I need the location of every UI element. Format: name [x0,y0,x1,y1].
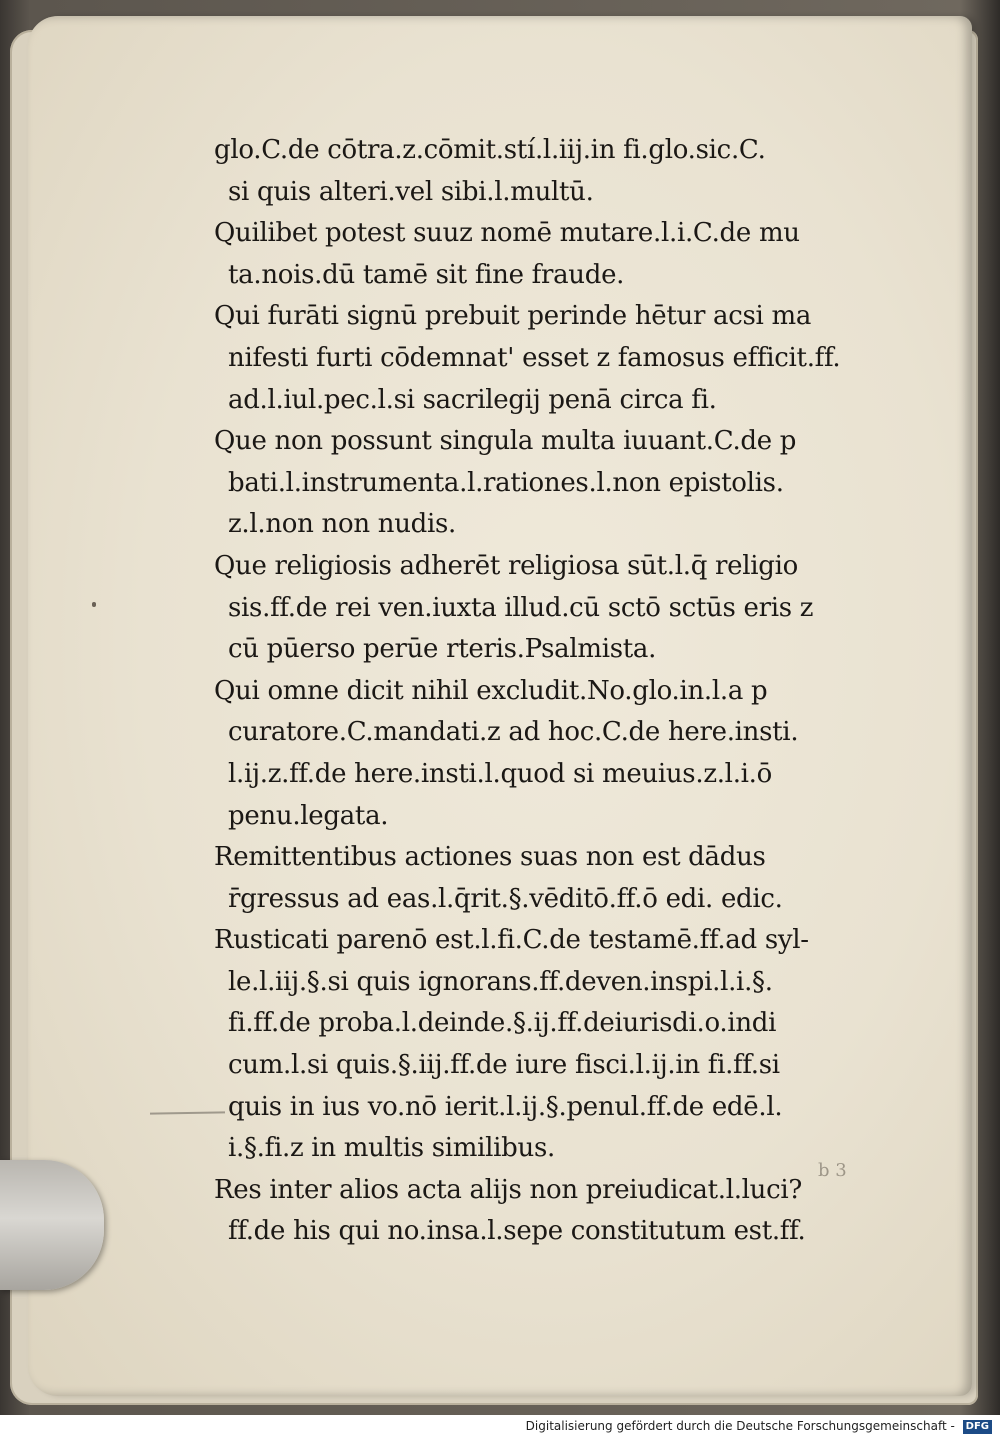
text-line: r̄gressus ad eas.l.q̄rit.§.vēditō.ff.ō edi. edic. [228,883,783,914]
text-line: Qui omne dicit nihil excludit.No.glo.in.l.a p [214,675,768,706]
text-line: ta.nois.dū tamē sit fine fraude. [228,259,625,290]
text-line: Remittentibus actiones suas non est dādus [214,842,766,873]
paper-speck [92,602,96,607]
text-line: si quis alteri.vel sibi.l.multū. [228,176,594,207]
text-line: curatore.C.mandati.z ad hoc.C.de here.insti. [228,717,799,748]
text-line: glo.C.de cōtra.z.cōmit.stí.l.iij.in fi.glo.sic.C. [214,135,766,165]
text-line: sis.ff.de rei ven.iuxta illud.cū sctō sctūs eris z [228,592,814,623]
text-line: fi.ff.de proba.l.deinde.§.ij.ff.deiurisdi.o.indi [228,1008,777,1039]
text-line: cū pūerso perūe rteris.Psalmista. [228,634,657,665]
text-line: ff.de his qui no.insa.l.sepe constitutum est.ff. [228,1216,806,1247]
text-line: Que religiosis adherēt religiosa sūt.l.q̄ religio [214,550,798,581]
text-line: Qui furāti signū prebuit perinde hētur acsi ma [214,301,812,332]
text-line: l.ij.z.ff.de here.insti.l.quod si meuius.z.l.i.ō [228,758,772,789]
text-line: nifesti furti cōdemnat' esset z famosus efficit.ff. [228,342,841,373]
text-line: Res inter alios acta alijs non preiudicat.l.luci? [214,1174,803,1205]
text-line: bati.l.instrumenta.l.rationes.l.non epistolis. [228,467,784,498]
text-line: penu.legata. [228,800,389,831]
text-line: i.§.fi.z in multis similibus. [228,1133,555,1164]
text-line: ad.l.iul.pec.l.si sacrilegij penā circa fi. [228,384,717,415]
footer-credit: Digitalisierung gefördert durch die Deutsche Forschungsgemeinschaft - [525,1419,955,1433]
page-text-block [214,130,894,1253]
text-line: Rusticati parenō est.l.fi.C.de testamē.ff.ad syl- [214,925,809,956]
footer-bar [0,1415,1000,1437]
text-line: z.l.non non nudis. [228,509,457,540]
text-line: le.l.iij.§.si quis ignorans.ff.deven.inspi.l.i.§. [228,966,773,997]
text-line: cum.l.si quis.§.iij.ff.de iure fisci.l.ij.in fi.ff.si [228,1050,780,1081]
dfg-logo[interactable]: DFG [963,1420,992,1434]
text-line: quis in ius vo.nō ierit.l.ij.§.penul.ff.de edē.l. [228,1091,783,1122]
signature-mark: b 3 [818,1160,847,1181]
text-line: Quilibet potest suuz nomē mutare.l.i.C.de mu [214,218,800,249]
text-line: Que non possunt singula multa iuuant.C.de p [214,426,797,457]
